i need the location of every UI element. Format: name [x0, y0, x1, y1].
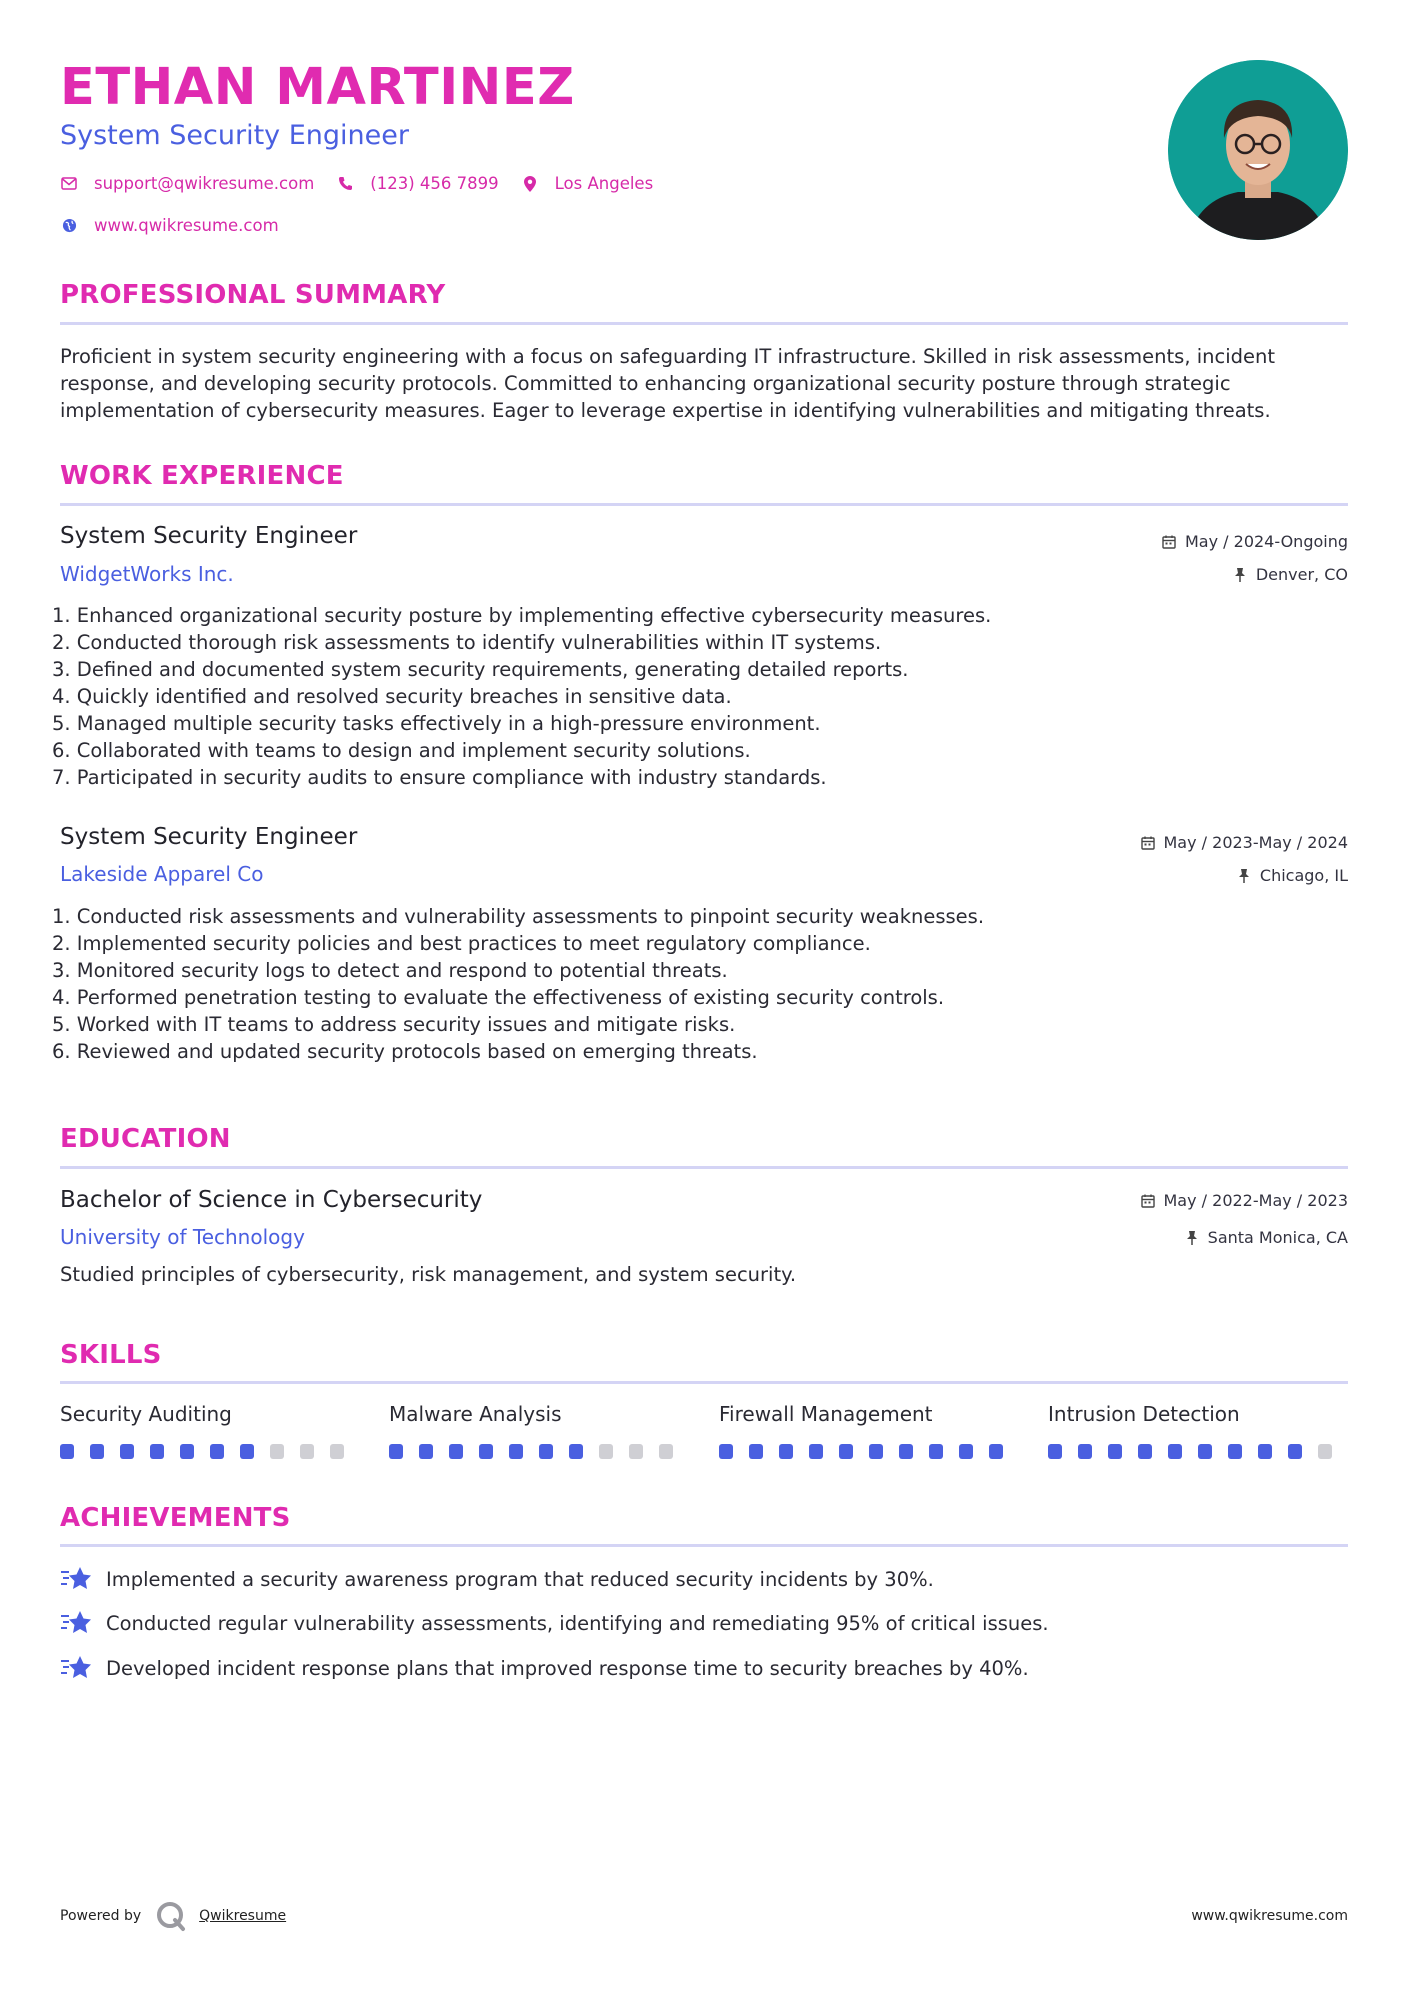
- skill-item: [60, 1402, 360, 1459]
- skill-dot-filled: [869, 1444, 883, 1459]
- skill-dot-filled: [539, 1444, 553, 1459]
- section-title-experience: WORK EXPERIENCE: [60, 461, 344, 491]
- achievement-item: [60, 1609, 1049, 1637]
- job-dates: [1140, 833, 1349, 852]
- star-icon: [60, 1565, 92, 1593]
- list-item: 5. Worked with IT teams to address security issues and mitigate risks.: [52, 1013, 736, 1036]
- profile-photo: [1168, 60, 1348, 240]
- skill-dot-filled: [240, 1444, 254, 1459]
- job-title: System Security Engineer: [60, 523, 358, 549]
- star-icon: [60, 1609, 92, 1637]
- section-title-education: EDUCATION: [60, 1124, 231, 1154]
- calendar-icon: [1140, 835, 1156, 851]
- skill-dot-filled: [749, 1444, 763, 1459]
- skill-dot-empty: [300, 1444, 314, 1459]
- job-company: Lakeside Apparel Co: [60, 862, 264, 886]
- footer-powered-by: [60, 1900, 286, 1932]
- skill-dot-filled: [210, 1444, 224, 1459]
- candidate-role: System Security Engineer: [60, 120, 409, 151]
- list-item: 3. Defined and documented system security requirements, generating detailed reports.: [52, 658, 909, 681]
- pushpin-icon: [1184, 1230, 1200, 1246]
- list-item: 1. Conducted risk assessments and vulnerability assessments to pinpoint security weaknesses.: [52, 905, 985, 928]
- skill-dot-filled: [479, 1444, 493, 1459]
- pushpin-icon: [1236, 868, 1252, 884]
- skill-dot-filled: [989, 1444, 1003, 1459]
- education-description: Studied principles of cybersecurity, risk management, and system security.: [60, 1263, 797, 1286]
- skill-dot-filled: [929, 1444, 943, 1459]
- education-location-text: Santa Monica, CA: [1207, 1228, 1348, 1247]
- job-location-text: Denver, CO: [1255, 565, 1348, 584]
- skill-name: Malware Analysis: [389, 1402, 562, 1426]
- achievement-item: [60, 1654, 1029, 1682]
- candidate-name: ETHAN MARTINEZ: [60, 58, 575, 117]
- footer-brand-link[interactable]: Qwikresume: [199, 1908, 287, 1924]
- section-divider: [60, 322, 1348, 325]
- skill-item: [719, 1402, 1019, 1459]
- section-divider: [60, 503, 1348, 506]
- pushpin-icon: [1232, 567, 1248, 583]
- skill-dot-filled: [180, 1444, 194, 1459]
- contact-email[interactable]: support@qwikresume.com: [94, 174, 315, 193]
- list-item: 4. Quickly identified and resolved security breaches in sensitive data.: [52, 685, 732, 708]
- envelope-icon: [60, 175, 78, 193]
- education-dates-text: May / 2022-May / 2023: [1163, 1191, 1348, 1210]
- skill-dot-filled: [1168, 1444, 1182, 1459]
- achievement-item: [60, 1565, 934, 1593]
- list-item: 6. Reviewed and updated security protocols based on emerging threats.: [52, 1040, 758, 1063]
- skill-dot-empty: [1318, 1444, 1332, 1459]
- section-title-summary: PROFESSIONAL SUMMARY: [60, 280, 446, 310]
- star-icon: [60, 1654, 92, 1682]
- summary-text: Proficient in system security engineering with a focus on safeguarding IT infrastructure. Skilled in risk assessments, incident response, and developing security protocols. Committed to enhancing organizational security posture through strategic implementation of cybersecurity measures. Eager to leverage expertise in identifying vulnerabilities and mitigating threats.: [60, 345, 1276, 422]
- skill-dot-filled: [1288, 1444, 1302, 1459]
- job-location-text: Chicago, IL: [1259, 866, 1348, 885]
- list-item: 2. Conducted thorough risk assessments to identify vulnerabilities within IT systems.: [52, 631, 882, 654]
- map-pin-icon: [521, 175, 539, 193]
- calendar-icon: [1161, 534, 1177, 550]
- education-dates: [1140, 1191, 1349, 1210]
- skill-dot-filled: [150, 1444, 164, 1459]
- skill-dot-filled: [779, 1444, 793, 1459]
- skill-level: [60, 1444, 360, 1459]
- job-bullets: [52, 602, 991, 791]
- skill-dot-filled: [1228, 1444, 1242, 1459]
- footer-website[interactable]: www.qwikresume.com: [1191, 1908, 1348, 1924]
- achievement-text: Conducted regular vulnerability assessments, identifying and remediating 95% of critical issues.: [106, 1611, 1049, 1635]
- job-location: [1236, 866, 1348, 885]
- skill-dot-filled: [569, 1444, 583, 1459]
- contact-location: Los Angeles: [554, 174, 654, 193]
- section-title-achievements: ACHIEVEMENTS: [60, 1503, 291, 1533]
- job-dates-text: May / 2023-May / 2024: [1163, 833, 1348, 852]
- skill-dot-filled: [959, 1444, 973, 1459]
- list-item: 1. Enhanced organizational security posture by implementing effective cybersecurity measures.: [52, 604, 992, 627]
- job-dates-text: May / 2024-Ongoing: [1185, 532, 1348, 551]
- job-dates: [1161, 532, 1348, 551]
- education-degree: Bachelor of Science in Cybersecurity: [60, 1187, 483, 1213]
- job-title: System Security Engineer: [60, 824, 358, 850]
- skill-dot-filled: [419, 1444, 433, 1459]
- section-divider: [60, 1544, 1348, 1547]
- contact-phone[interactable]: (123) 456 7899: [370, 174, 499, 193]
- skill-level: [719, 1444, 1019, 1459]
- list-item: 3. Monitored security logs to detect and respond to potential threats.: [52, 959, 728, 982]
- skill-dot-filled: [60, 1444, 74, 1459]
- skill-dot-filled: [839, 1444, 853, 1459]
- contact-row-secondary: [60, 216, 301, 235]
- skill-dot-empty: [629, 1444, 643, 1459]
- skill-dot-filled: [120, 1444, 134, 1459]
- skill-dot-empty: [599, 1444, 613, 1459]
- calendar-icon: [1140, 1193, 1156, 1209]
- skill-dot-filled: [1258, 1444, 1272, 1459]
- skill-dot-filled: [90, 1444, 104, 1459]
- phone-icon: [336, 175, 354, 193]
- section-divider: [60, 1381, 1348, 1384]
- skill-name: Firewall Management: [719, 1402, 933, 1426]
- skill-dot-filled: [449, 1444, 463, 1459]
- skill-item: [389, 1402, 689, 1459]
- skill-level: [1048, 1444, 1348, 1459]
- education-school: University of Technology: [60, 1225, 305, 1249]
- skill-dot-filled: [719, 1444, 733, 1459]
- skill-dot-empty: [270, 1444, 284, 1459]
- skill-dot-filled: [1138, 1444, 1152, 1459]
- job-company: WidgetWorks Inc.: [60, 562, 234, 586]
- contact-website[interactable]: www.qwikresume.com: [94, 216, 279, 235]
- list-item: 4. Performed penetration testing to evaluate the effectiveness of existing security controls.: [52, 986, 945, 1009]
- job-location: [1232, 565, 1348, 584]
- skill-dot-filled: [1108, 1444, 1122, 1459]
- skill-level: [389, 1444, 689, 1459]
- achievement-text: Developed incident response plans that improved response time to security breaches by 40%.: [106, 1656, 1029, 1680]
- qwikresume-logo-icon: [155, 1900, 187, 1932]
- contact-row-primary: [60, 174, 675, 193]
- skill-dot-filled: [509, 1444, 523, 1459]
- education-location: [1184, 1228, 1348, 1247]
- globe-icon: [60, 217, 78, 235]
- skill-dot-filled: [809, 1444, 823, 1459]
- list-item: 6. Collaborated with teams to design and implement security solutions.: [52, 739, 751, 762]
- section-title-skills: SKILLS: [60, 1340, 162, 1370]
- skill-dot-filled: [1048, 1444, 1062, 1459]
- skill-dot-filled: [1198, 1444, 1212, 1459]
- section-divider: [60, 1166, 1348, 1169]
- skill-item: [1048, 1402, 1348, 1459]
- skill-dot-empty: [330, 1444, 344, 1459]
- achievement-text: Implemented a security awareness program that reduced security incidents by 30%.: [106, 1567, 934, 1591]
- list-item: 7. Participated in security audits to ensure compliance with industry standards.: [52, 766, 827, 789]
- skill-dot-filled: [1078, 1444, 1092, 1459]
- job-bullets: [52, 903, 984, 1065]
- skill-dot-filled: [899, 1444, 913, 1459]
- list-item: 2. Implemented security policies and best practices to meet regulatory compliance.: [52, 932, 871, 955]
- list-item: 5. Managed multiple security tasks effectively in a high-pressure environment.: [52, 712, 821, 735]
- skill-dot-empty: [659, 1444, 673, 1459]
- skill-dot-filled: [389, 1444, 403, 1459]
- powered-by-label: Powered by: [60, 1908, 142, 1924]
- skill-name: Security Auditing: [60, 1402, 232, 1426]
- skill-name: Intrusion Detection: [1048, 1402, 1240, 1426]
